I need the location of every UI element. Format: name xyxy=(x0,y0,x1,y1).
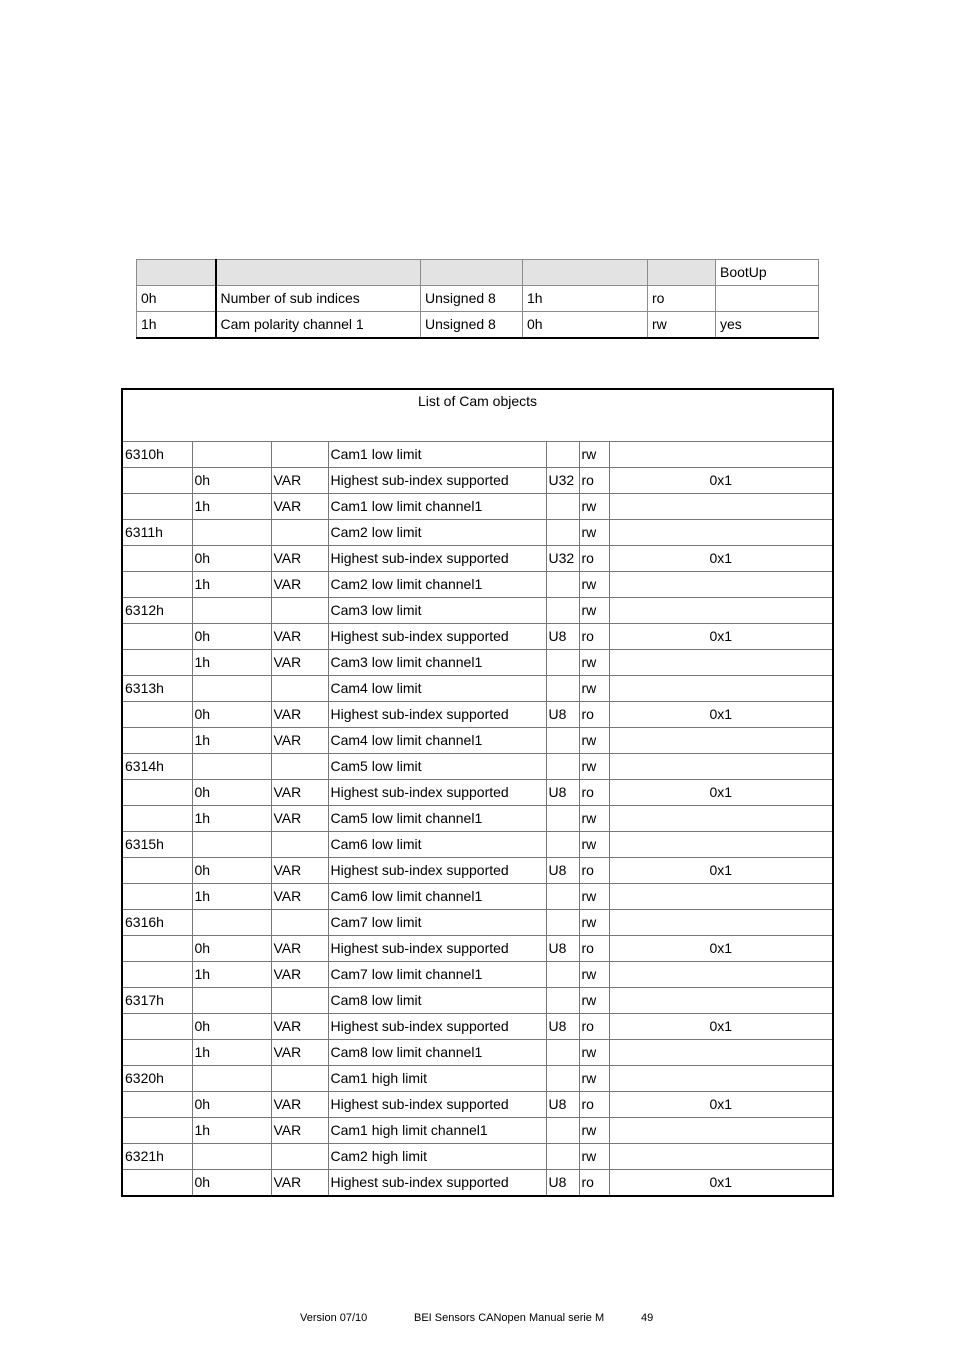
table-cell: 1h xyxy=(192,806,271,832)
table-cell: 0x1 xyxy=(609,1014,833,1040)
table-cell: Cam3 low limit channel1 xyxy=(328,650,546,676)
table-cell xyxy=(122,884,192,910)
table-cell xyxy=(122,650,192,676)
table-cell xyxy=(609,1144,833,1170)
table-cell: VAR xyxy=(271,936,328,962)
table-cell: 0x1 xyxy=(609,1092,833,1118)
table-cell xyxy=(546,988,579,1014)
table-cell: rw xyxy=(579,728,609,754)
table-cell xyxy=(546,910,579,936)
table-row xyxy=(137,286,819,312)
table-title-row xyxy=(122,389,833,442)
table-cell: VAR xyxy=(271,624,328,650)
table-row xyxy=(122,702,833,728)
table-cell: Cam3 low limit xyxy=(328,598,546,624)
table-cell xyxy=(122,1092,192,1118)
table-row xyxy=(122,598,833,624)
table-cell: 1h xyxy=(192,884,271,910)
table-cell: 6320h xyxy=(122,1066,192,1092)
table-cell: VAR xyxy=(271,858,328,884)
table-cell: 0h xyxy=(192,702,271,728)
table-cell xyxy=(546,1040,579,1066)
table-cell: ro xyxy=(579,468,609,494)
table-cell: Cam2 high limit xyxy=(328,1144,546,1170)
table-cell xyxy=(137,260,216,286)
table-cell: rw xyxy=(579,598,609,624)
table-row xyxy=(122,1066,833,1092)
table-cell: VAR xyxy=(271,1118,328,1144)
table-cell: Cam1 high limit xyxy=(328,1066,546,1092)
table-cell: 1h xyxy=(137,312,216,339)
table-cell: 1h xyxy=(192,1040,271,1066)
table-row xyxy=(122,1040,833,1066)
table-cell: 0h xyxy=(192,468,271,494)
table-cell xyxy=(609,442,833,468)
table-cell: 1h xyxy=(192,1118,271,1144)
table-cell xyxy=(609,650,833,676)
table-cell: 1h xyxy=(192,728,271,754)
table-cell xyxy=(609,1118,833,1144)
table-cell: 0x1 xyxy=(609,1170,833,1197)
table-cell xyxy=(546,494,579,520)
table-cell xyxy=(609,832,833,858)
table-cell xyxy=(271,520,328,546)
table-cell: U32 xyxy=(546,546,579,572)
table-cell xyxy=(609,598,833,624)
table-row xyxy=(122,1144,833,1170)
table-cell xyxy=(609,572,833,598)
table-row xyxy=(122,884,833,910)
table-cell: VAR xyxy=(271,572,328,598)
table-cell: Highest sub-index supported xyxy=(328,1014,546,1040)
table-cell xyxy=(271,1144,328,1170)
table-cell: yes xyxy=(716,312,819,339)
table-cell: 1h xyxy=(192,494,271,520)
table-row xyxy=(122,780,833,806)
table-cell: VAR xyxy=(271,728,328,754)
table-cell xyxy=(122,546,192,572)
table-cell xyxy=(122,1040,192,1066)
table-cell: U8 xyxy=(546,1170,579,1197)
table-row xyxy=(122,650,833,676)
footer-version: Version 07/10 xyxy=(300,1312,368,1324)
table-cell xyxy=(546,676,579,702)
table-cell: Cam8 low limit xyxy=(328,988,546,1014)
table-cell xyxy=(122,936,192,962)
table-cell: Cam1 high limit channel1 xyxy=(328,1118,546,1144)
table-row xyxy=(122,910,833,936)
table-cell xyxy=(192,1144,271,1170)
cam-objects-table xyxy=(121,388,834,1197)
table-cell: rw xyxy=(579,884,609,910)
table-cell: Highest sub-index supported xyxy=(328,1170,546,1197)
table-cell xyxy=(523,260,648,286)
table-cell xyxy=(546,1144,579,1170)
table-cell: Cam7 low limit channel1 xyxy=(328,962,546,988)
table-row xyxy=(122,572,833,598)
table-cell: 6313h xyxy=(122,676,192,702)
table-cell: ro xyxy=(579,546,609,572)
table-cell: 0h xyxy=(192,546,271,572)
table-cell: Cam polarity channel 1 xyxy=(216,312,421,339)
table-cell: 0h xyxy=(192,1092,271,1118)
table-cell xyxy=(546,520,579,546)
table-cell: 0h xyxy=(523,312,648,339)
table-row xyxy=(122,754,833,780)
table-cell xyxy=(546,962,579,988)
table-cell: ro xyxy=(579,1170,609,1197)
table-cell: Unsigned 8 xyxy=(421,286,523,312)
table-cell xyxy=(122,494,192,520)
table-cell: U32 xyxy=(546,468,579,494)
table-cell: 1h xyxy=(192,962,271,988)
table-cell xyxy=(122,858,192,884)
table-cell: 6310h xyxy=(122,442,192,468)
table-cell xyxy=(271,598,328,624)
table-cell xyxy=(546,728,579,754)
table-cell: ro xyxy=(579,780,609,806)
table-title: List of Cam objects xyxy=(122,389,833,442)
table-cell: VAR xyxy=(271,468,328,494)
table-cell: VAR xyxy=(271,702,328,728)
table-cell: ro xyxy=(579,624,609,650)
table-cell: 0h xyxy=(192,780,271,806)
table-cell: Cam5 low limit channel1 xyxy=(328,806,546,832)
table-cell: Highest sub-index supported xyxy=(328,1092,546,1118)
table-cell: Number of sub indices xyxy=(216,286,421,312)
table-cell: 0h xyxy=(192,858,271,884)
table-cell: rw xyxy=(579,1066,609,1092)
table-cell xyxy=(271,676,328,702)
table-cell: VAR xyxy=(271,1170,328,1197)
table-cell: rw xyxy=(579,1040,609,1066)
table-cell: rw xyxy=(579,650,609,676)
table-cell: rw xyxy=(579,754,609,780)
table-cell: U8 xyxy=(546,702,579,728)
table-cell: Highest sub-index supported xyxy=(328,546,546,572)
table-row xyxy=(122,546,833,572)
table-cell xyxy=(192,910,271,936)
table-cell: rw xyxy=(579,520,609,546)
table-cell: VAR xyxy=(271,650,328,676)
table-cell xyxy=(122,624,192,650)
table-cell: 0x1 xyxy=(609,702,833,728)
table-cell xyxy=(271,754,328,780)
table-cell: rw xyxy=(579,962,609,988)
table-cell: rw xyxy=(579,572,609,598)
table-cell: 0h xyxy=(192,624,271,650)
table-cell xyxy=(609,884,833,910)
table-cell: Highest sub-index supported xyxy=(328,468,546,494)
table-cell: 6314h xyxy=(122,754,192,780)
table-cell xyxy=(546,442,579,468)
table-cell xyxy=(546,598,579,624)
table-cell xyxy=(122,962,192,988)
table-cell xyxy=(122,1170,192,1197)
table-cell: Highest sub-index supported xyxy=(328,624,546,650)
table-cell: Cam1 low limit xyxy=(328,442,546,468)
table-row xyxy=(137,260,819,286)
table-cell: ro xyxy=(648,286,716,312)
table-cell: VAR xyxy=(271,884,328,910)
table-cell: VAR xyxy=(271,1040,328,1066)
table-cell: 0h xyxy=(192,1014,271,1040)
cam-polarity-table xyxy=(136,259,819,339)
table-cell: 6317h xyxy=(122,988,192,1014)
table-cell xyxy=(609,1066,833,1092)
table-cell: rw xyxy=(579,442,609,468)
table-cell xyxy=(609,494,833,520)
table-cell xyxy=(609,1040,833,1066)
table-cell: rw xyxy=(579,494,609,520)
table-cell: 6311h xyxy=(122,520,192,546)
table-cell xyxy=(122,572,192,598)
table-cell xyxy=(546,1118,579,1144)
table-cell xyxy=(122,1014,192,1040)
table-cell xyxy=(609,520,833,546)
table-cell xyxy=(546,572,579,598)
footer-page-number: 49 xyxy=(641,1312,654,1324)
table-cell: rw xyxy=(579,1144,609,1170)
table-cell xyxy=(546,832,579,858)
table-cell: U8 xyxy=(546,936,579,962)
table-row xyxy=(122,1118,833,1144)
table-cell: Highest sub-index supported xyxy=(328,936,546,962)
table-cell: U8 xyxy=(546,1092,579,1118)
table-cell: 1h xyxy=(192,572,271,598)
table-row xyxy=(122,858,833,884)
footer-manual-title: BEI Sensors CANopen Manual serie M xyxy=(414,1312,605,1324)
table-cell: Highest sub-index supported xyxy=(328,780,546,806)
table-row xyxy=(122,832,833,858)
table-cell: 0x1 xyxy=(609,780,833,806)
table-row xyxy=(122,988,833,1014)
table-cell: Cam2 low limit channel1 xyxy=(328,572,546,598)
table-cell xyxy=(546,884,579,910)
table-cell: U8 xyxy=(546,780,579,806)
table-cell: rw xyxy=(579,676,609,702)
table-cell: VAR xyxy=(271,1014,328,1040)
table-cell: rw xyxy=(579,1118,609,1144)
table-cell xyxy=(546,754,579,780)
table-cell: Cam6 low limit channel1 xyxy=(328,884,546,910)
table-cell: Highest sub-index supported xyxy=(328,702,546,728)
table-cell xyxy=(609,806,833,832)
table-cell xyxy=(271,1066,328,1092)
table-row xyxy=(122,728,833,754)
table-cell xyxy=(609,728,833,754)
table-cell xyxy=(546,650,579,676)
table-row xyxy=(122,962,833,988)
table-cell: 6316h xyxy=(122,910,192,936)
table-cell xyxy=(122,728,192,754)
table-cell xyxy=(716,286,819,312)
table-cell xyxy=(546,806,579,832)
table-cell xyxy=(609,988,833,1014)
table-cell: U8 xyxy=(546,858,579,884)
table-cell: U8 xyxy=(546,1014,579,1040)
table-cell: 0h xyxy=(192,1170,271,1197)
table-cell xyxy=(271,910,328,936)
table-cell: 0h xyxy=(137,286,216,312)
table-cell: rw xyxy=(579,988,609,1014)
table-cell: Cam4 low limit channel1 xyxy=(328,728,546,754)
table-cell: Cam4 low limit xyxy=(328,676,546,702)
table-cell: ro xyxy=(579,702,609,728)
table-cell: Highest sub-index supported xyxy=(328,858,546,884)
table-cell: ro xyxy=(579,858,609,884)
table-cell: VAR xyxy=(271,806,328,832)
table-cell: Cam2 low limit xyxy=(328,520,546,546)
table-row xyxy=(122,494,833,520)
table-row xyxy=(122,806,833,832)
table-cell xyxy=(609,754,833,780)
table-cell xyxy=(609,910,833,936)
table-cell: 1h xyxy=(523,286,648,312)
table-cell xyxy=(192,1066,271,1092)
table-cell: ro xyxy=(579,936,609,962)
table-row xyxy=(122,1092,833,1118)
table-cell xyxy=(122,1118,192,1144)
table-cell: VAR xyxy=(271,494,328,520)
table-cell xyxy=(271,988,328,1014)
table-row xyxy=(122,936,833,962)
table-cell: 6315h xyxy=(122,832,192,858)
table-cell: 0x1 xyxy=(609,936,833,962)
table-cell: Cam1 low limit channel1 xyxy=(328,494,546,520)
table-cell xyxy=(192,520,271,546)
table-cell: VAR xyxy=(271,1092,328,1118)
table-cell xyxy=(122,468,192,494)
table-row xyxy=(122,1014,833,1040)
table-row xyxy=(122,676,833,702)
table-cell xyxy=(192,676,271,702)
table-row xyxy=(122,442,833,468)
table-cell: 1h xyxy=(192,650,271,676)
table-cell xyxy=(609,676,833,702)
table-cell: BootUp xyxy=(716,260,819,286)
table-cell: ro xyxy=(579,1014,609,1040)
table-cell: Cam8 low limit channel1 xyxy=(328,1040,546,1066)
table-cell xyxy=(271,442,328,468)
table-cell: rw xyxy=(579,910,609,936)
table-cell: U8 xyxy=(546,624,579,650)
table-cell xyxy=(192,598,271,624)
table-cell: 0x1 xyxy=(609,546,833,572)
table-cell: 0x1 xyxy=(609,624,833,650)
table-cell xyxy=(271,832,328,858)
table-cell: VAR xyxy=(271,962,328,988)
table-row xyxy=(122,520,833,546)
table-cell xyxy=(421,260,523,286)
table-cell: 0x1 xyxy=(609,858,833,884)
table-row xyxy=(122,624,833,650)
table-cell xyxy=(216,260,421,286)
table-cell: Cam7 low limit xyxy=(328,910,546,936)
table-cell: 6321h xyxy=(122,1144,192,1170)
table-cell: rw xyxy=(648,312,716,339)
table-cell: Cam6 low limit xyxy=(328,832,546,858)
table-cell xyxy=(192,754,271,780)
table-cell: Cam5 low limit xyxy=(328,754,546,780)
table-row xyxy=(122,468,833,494)
table-cell xyxy=(122,780,192,806)
table-cell xyxy=(609,962,833,988)
table-cell xyxy=(192,988,271,1014)
table-cell: 0h xyxy=(192,936,271,962)
table-cell: ro xyxy=(579,1092,609,1118)
table-cell: VAR xyxy=(271,546,328,572)
table-cell xyxy=(192,832,271,858)
table-row xyxy=(122,1170,833,1197)
table-cell: rw xyxy=(579,832,609,858)
table-cell xyxy=(122,806,192,832)
table-cell xyxy=(546,1066,579,1092)
table-cell: VAR xyxy=(271,780,328,806)
table-cell xyxy=(122,702,192,728)
table-cell xyxy=(192,442,271,468)
table-cell: Unsigned 8 xyxy=(421,312,523,339)
table-cell xyxy=(648,260,716,286)
table-row xyxy=(137,312,819,339)
table-cell: 6312h xyxy=(122,598,192,624)
table-cell: rw xyxy=(579,806,609,832)
table-cell: 0x1 xyxy=(609,468,833,494)
